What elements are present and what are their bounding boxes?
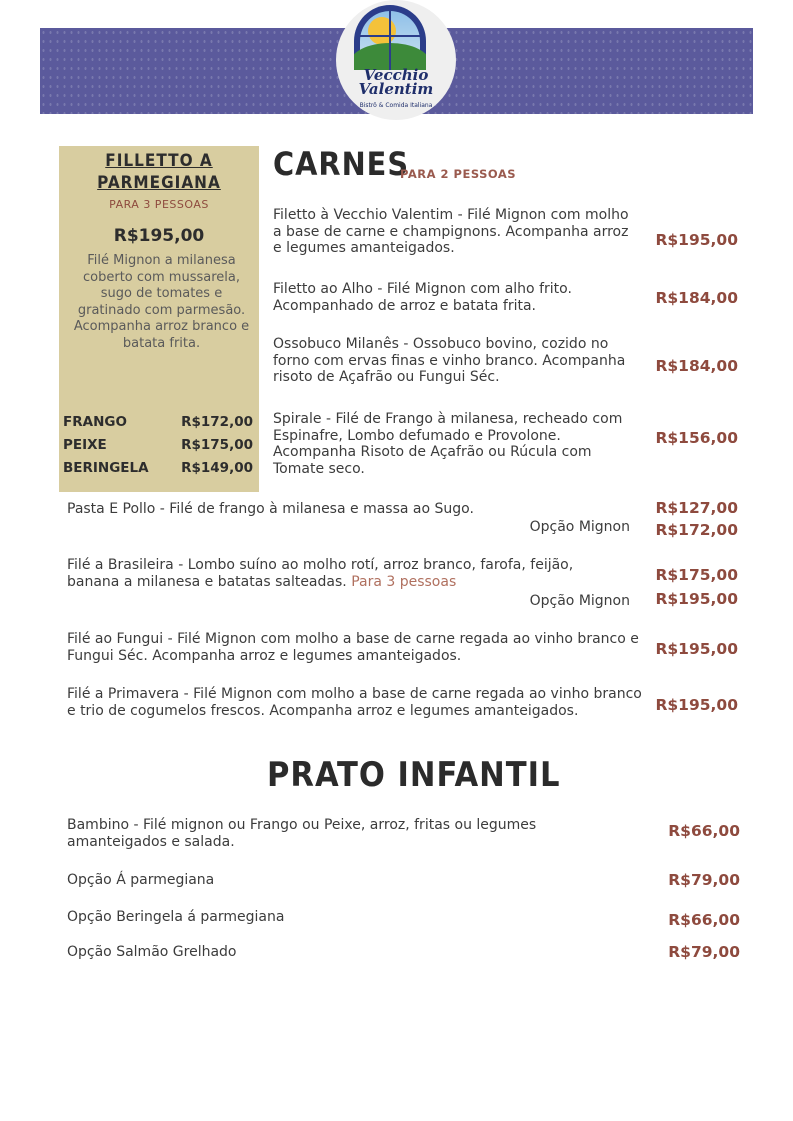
menu-item-text: Bambino - Filé mignon ou Frango ou Peixe, arroz, fritas ou legumes amanteigados e salada. (67, 817, 537, 850)
carnes-heading: CARNES (273, 145, 410, 183)
menu-item-text: Filé a Primavera - Filé Mignon com molho a base de carne regada ao vinho branco e trio de cogumelos frescos. Acompanha arroz e legumes amanteigados. (67, 686, 642, 719)
menu-item-price: R$175,00 (655, 566, 738, 584)
menu-item-price: R$127,00 (655, 499, 738, 517)
menu-item-text: Filetto ao Alho - Filé Mignon com alho frito. Acompanhado de arroz e batata frita. (273, 281, 572, 314)
menu-item-note: Para 3 pessoas (351, 573, 457, 590)
logo-tagline: Bistrô & Comida Italiana (359, 102, 433, 109)
parmegiana-price: R$195,00 (113, 226, 205, 246)
menu-item-price: R$195,00 (655, 640, 738, 658)
menu-item-price: R$79,00 (668, 943, 740, 961)
parmegiana-box: FILLETTO A PARMEGIANA PARA 3 PESSOAS R$195,00 Filé Mignon a milanesa coberto com mussarela, sugo de tomates e gratinado com parmesão. Acompanha arroz branco e batata frita. FRANGO R$172,00 PEIXE R$175,00 BERINGELA R$149,00 (59, 146, 259, 492)
option-label: Opção Mignon (529, 593, 630, 609)
menu-item-text: Ossobuco Milanês - Ossobuco bovino, cozido no forno com ervas finas e vinho branco. Acompanha risoto de Açafrão ou Fungui Séc. (273, 336, 626, 385)
parmegiana-subtitle: PARA 3 PESSOAS (109, 198, 209, 211)
carnes-subtitle: PARA 2 PESSOAS (400, 167, 517, 181)
menu-item-price: R$66,00 (668, 822, 740, 840)
menu-item-price: R$79,00 (668, 871, 740, 889)
menu-item-text: Filé ao Fungui - Filé Mignon com molho a base de carne regada ao vinho branco e Fungui Séc. Acompanha arroz e legumes amanteigados. (67, 631, 639, 664)
parmegiana-description: Filé Mignon a milanesa coberto com mussarela, sugo de tomates e gratinado com parmesão. Acompanha arroz branco e batata frita. (73, 253, 250, 351)
menu-item-text: Spirale - Filé de Frango à milanesa, recheado com Espinafre, Lombo defumado e Provolone. Acompanha Risoto de Açafrão ou Rúcula com Tomate seco. (273, 411, 623, 477)
option-price: R$172,00 (655, 521, 738, 539)
option-price: R$195,00 (655, 590, 738, 608)
menu-item-text: Opção Á parmegiana (67, 872, 215, 888)
menu-item-text: Pasta E Pollo - Filé de frango à milanesa e massa ao Sugo. (67, 501, 474, 517)
menu-item-price: R$195,00 (655, 231, 738, 249)
menu-item-text: Opção Beringela á parmegiana (67, 909, 285, 925)
logo-wordmark: Vecchio Valentim (358, 66, 434, 98)
menu-item-price: R$195,00 (655, 696, 738, 714)
logo-window-icon (354, 5, 426, 70)
parmegiana-title: FILLETTO A PARMEGIANA (97, 151, 221, 193)
menu-item-text: Filé a Brasileira - Lombo suíno ao molho rotí, arroz branco, farofa, feijão, banana a milanesa e batatas salteadas. Para 3 pessoas (67, 557, 574, 590)
menu-item-price: R$184,00 (655, 357, 738, 375)
option-label: Opção Mignon (529, 519, 630, 535)
menu-item-text: Filetto à Vecchio Valentim - Filé Mignon com molho a base de carne e champignons. Acompanha arroz e legumes amanteigados. (273, 207, 629, 256)
menu-item-text: Opção Salmão Grelhado (67, 944, 237, 960)
menu-item-price: R$66,00 (668, 911, 740, 929)
menu-item-price: R$184,00 (655, 289, 738, 307)
infantil-heading: PRATO INFANTIL (267, 755, 561, 795)
menu-item-price: R$156,00 (655, 429, 738, 447)
